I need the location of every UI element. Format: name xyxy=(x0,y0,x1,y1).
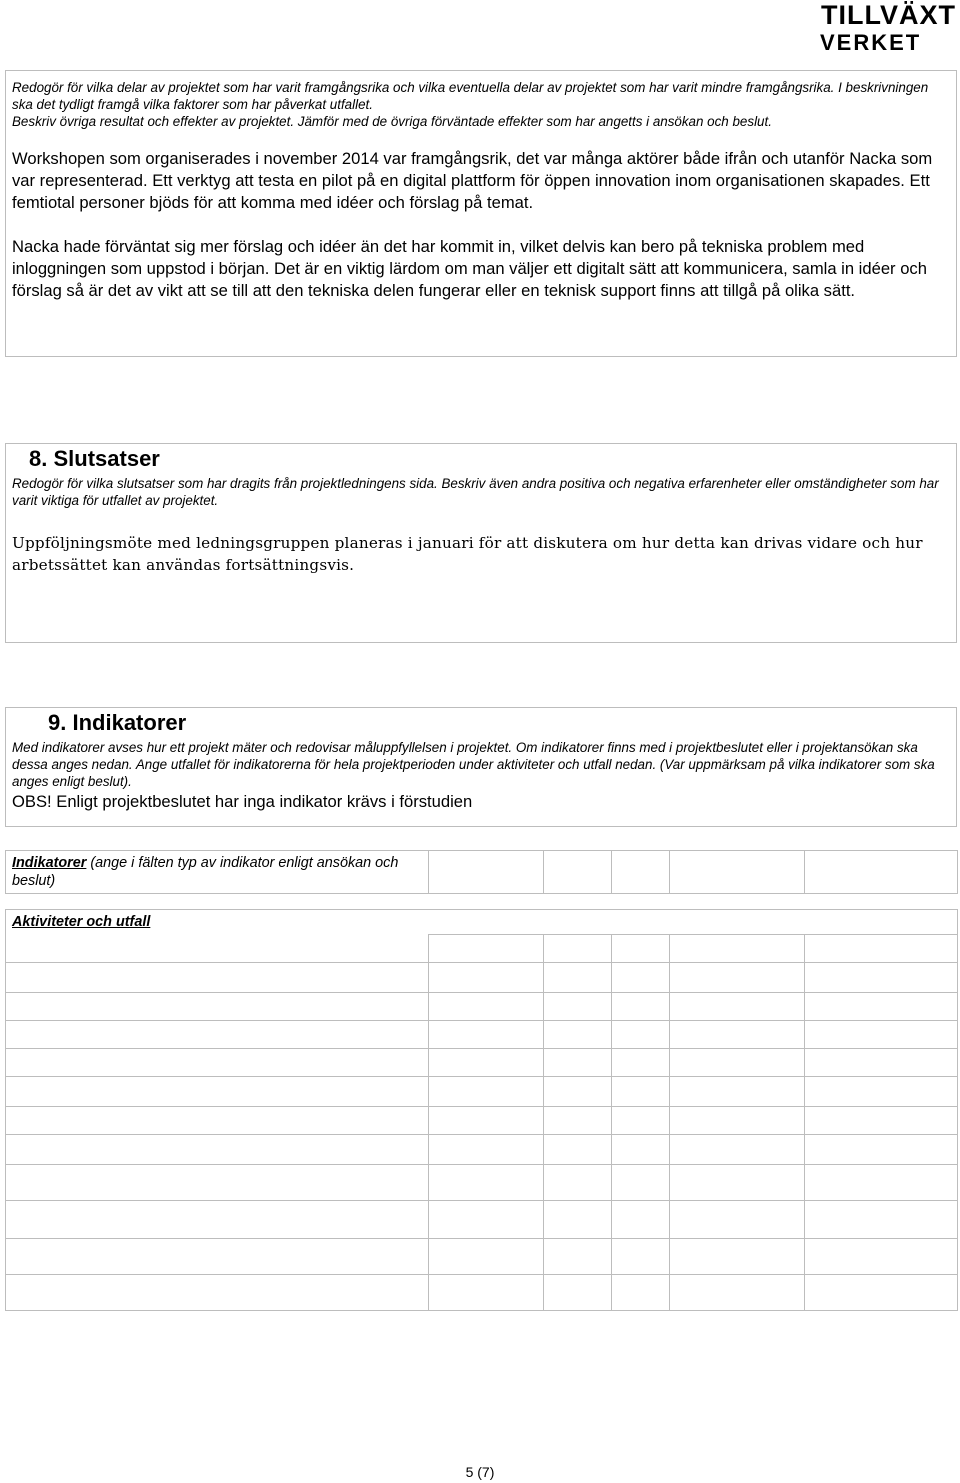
activity-cell[interactable] xyxy=(670,1165,805,1201)
indicator-cell[interactable] xyxy=(805,851,958,894)
activity-cell[interactable] xyxy=(544,1201,612,1239)
activity-cell[interactable] xyxy=(612,963,670,993)
activity-cell[interactable] xyxy=(429,1135,544,1165)
activity-cell[interactable] xyxy=(805,1239,958,1275)
activity-cell[interactable] xyxy=(670,1239,805,1275)
activity-cell[interactable] xyxy=(805,935,958,963)
activity-cell[interactable] xyxy=(612,1107,670,1135)
activity-cell[interactable] xyxy=(612,993,670,1021)
activity-cell[interactable] xyxy=(805,1077,958,1107)
activity-cell[interactable] xyxy=(6,1239,429,1275)
activity-cell[interactable] xyxy=(6,1077,429,1107)
activity-cell[interactable] xyxy=(544,963,612,993)
activity-cell[interactable] xyxy=(612,935,670,963)
section-8-heading xyxy=(6,446,956,472)
activity-cell[interactable] xyxy=(429,963,544,993)
activity-cell[interactable] xyxy=(6,1021,429,1049)
activity-cell[interactable] xyxy=(805,1021,958,1049)
activity-cell[interactable] xyxy=(544,1165,612,1201)
activity-cell[interactable] xyxy=(805,1201,958,1239)
indicator-label-rest: (ange i fälten typ av indikator enligt ansökan och beslut) xyxy=(12,855,399,889)
indicator-cell[interactable] xyxy=(612,851,670,894)
activity-cell[interactable] xyxy=(6,1165,429,1201)
activity-cell[interactable] xyxy=(612,1077,670,1107)
indicator-label-bold: Indikatorer xyxy=(12,855,87,871)
section-9-obs-note: OBS! Enligt projektbeslutet har inga indikator krävs i förstudien xyxy=(12,792,473,811)
activity-cell[interactable] xyxy=(612,1049,670,1077)
activity-cell[interactable] xyxy=(670,1049,805,1077)
section-9-heading xyxy=(6,710,956,736)
indicator-cell[interactable] xyxy=(544,851,612,894)
activities-table xyxy=(5,909,958,1311)
page-number: 5 (7) xyxy=(465,1464,495,1480)
activity-cell[interactable] xyxy=(429,993,544,1021)
activity-cell[interactable] xyxy=(544,1239,612,1275)
activity-cell[interactable] xyxy=(670,1077,805,1107)
activity-cell[interactable] xyxy=(6,1049,429,1077)
activity-cell[interactable] xyxy=(612,1201,670,1239)
activity-cell[interactable] xyxy=(429,1049,544,1077)
indicator-cell[interactable] xyxy=(429,851,544,894)
activity-cell[interactable] xyxy=(6,963,429,993)
activity-cell[interactable] xyxy=(544,1021,612,1049)
activities-label-cell xyxy=(6,910,958,935)
activity-cell[interactable] xyxy=(805,1275,958,1311)
activity-cell[interactable] xyxy=(612,1239,670,1275)
activity-cell[interactable] xyxy=(670,935,805,963)
section-7-paragraph-1: Workshopen som organiserades i november 2014 var framgångsrik, det var många aktörer både ifrån och utanför Nacka som var representerad. Ett verktyg att testa en pilot på en digital plattform för öppen innovation inom organisationen skapades. Ett femtiotal personer bjöds för att komma med idéer och förslag på temat. xyxy=(12,149,933,212)
activity-cell[interactable] xyxy=(429,1021,544,1049)
activity-cell[interactable] xyxy=(6,1201,429,1239)
section-8-box xyxy=(5,443,957,643)
section-8-title: Slutsatser xyxy=(53,446,160,471)
activity-cell[interactable] xyxy=(612,1021,670,1049)
activity-cell[interactable] xyxy=(544,1107,612,1135)
activity-cell[interactable] xyxy=(670,1107,805,1135)
section-8-number: 8. xyxy=(29,446,48,471)
activity-cell[interactable] xyxy=(805,993,958,1021)
activity-cell[interactable] xyxy=(612,1135,670,1165)
activity-cell[interactable] xyxy=(429,1165,544,1201)
activity-cell[interactable] xyxy=(544,1077,612,1107)
activity-cell[interactable] xyxy=(6,1135,429,1165)
activity-cell[interactable] xyxy=(544,1135,612,1165)
activity-cell[interactable] xyxy=(429,1077,544,1107)
section-7-box xyxy=(5,70,957,357)
activities-label: Aktiviteter och utfall xyxy=(12,914,151,930)
indicator-table xyxy=(5,850,958,894)
activity-cell[interactable] xyxy=(670,1275,805,1311)
section-9-instructions: Med indikatorer avses hur ett projekt mäter och redovisar måluppfyllelsen i projektet. Om indikatorer finns med i projektbeslutet eller i projektansökan ska dessa anges nedan. Ange utfallet för indikatorerna för hela projektperioden under aktiviteter och utfall nedan. (Var uppmärksam på vilka indikatorer som ska anges enligt beslut). xyxy=(12,740,935,789)
logo-line-2: VERKET xyxy=(820,30,922,55)
section-7-instruction-1: Redogör för vilka delar av projektet som har varit framgångsrika och vilka eventuella delar av projektet som har varit mindre framgångsrika. I beskrivningen ska det tydligt framgå vilka faktorer som har påverkat utfallet. xyxy=(12,80,929,112)
activity-cell[interactable] xyxy=(805,1135,958,1165)
activity-cell[interactable] xyxy=(544,1275,612,1311)
activity-cell[interactable] xyxy=(544,1049,612,1077)
activity-cell[interactable] xyxy=(670,1021,805,1049)
activity-cell[interactable] xyxy=(805,1165,958,1201)
section-8-instructions: Redogör för vilka slutsatser som har dragits från projektledningens sida. Beskriv även andra positiva och negativa erfarenheter eller omständigheter som har varit viktiga för utfallet av projektet. xyxy=(12,476,939,508)
tillvaxtverket-logo xyxy=(816,0,956,55)
activity-cell[interactable] xyxy=(429,1201,544,1239)
activity-cell[interactable] xyxy=(544,935,612,963)
section-7-paragraph-2: Nacka hade förväntat sig mer förslag och idéer än det har kommit in, vilket delvis kan bero på tekniska problem med inloggningen som uppstod i början. Det är en viktig lärdom om man väljer ett digitalt sätt att kommunicera, samla in idéer och förslag så är det av vikt att se till att den tekniska delen fungerar eller en teknisk support finns att tillgå på olika sätt. xyxy=(12,237,927,300)
activity-cell[interactable] xyxy=(805,963,958,993)
activity-cell[interactable] xyxy=(429,1275,544,1311)
activity-cell[interactable] xyxy=(612,1165,670,1201)
activity-cell[interactable] xyxy=(670,1201,805,1239)
section-9-title: Indikatorer xyxy=(72,710,187,735)
activity-cell[interactable] xyxy=(805,1107,958,1135)
section-8-answer: Uppföljningsmöte med ledningsgruppen planeras i januari för att diskutera om hur detta kan drivas vidare och hur arbetssättet kan användas fortsättningsvis. xyxy=(12,534,923,574)
activity-cell[interactable] xyxy=(6,1275,429,1311)
activity-cell[interactable] xyxy=(670,993,805,1021)
activity-cell[interactable] xyxy=(429,935,544,963)
activity-cell[interactable] xyxy=(429,1107,544,1135)
activity-cell[interactable] xyxy=(6,993,429,1021)
section-9-box xyxy=(5,707,957,827)
activity-cell[interactable] xyxy=(805,1049,958,1077)
indicator-cell[interactable] xyxy=(670,851,805,894)
logo-line-1: TILLVÄXT xyxy=(821,0,956,30)
indicator-label-cell xyxy=(6,851,429,894)
activity-cell[interactable] xyxy=(670,963,805,993)
activity-cell[interactable] xyxy=(429,1239,544,1275)
activity-row-cell xyxy=(6,935,429,963)
activity-cell[interactable] xyxy=(612,1275,670,1311)
activity-cell[interactable] xyxy=(544,993,612,1021)
section-9-number: 9. xyxy=(48,710,67,735)
activity-cell[interactable] xyxy=(670,1135,805,1165)
section-7-instruction-2: Beskriv övriga resultat och effekter av projektet. Jämför med de övriga förväntade effekter som har angetts i ansökan och beslut. xyxy=(12,114,772,129)
activity-cell[interactable] xyxy=(6,1107,429,1135)
